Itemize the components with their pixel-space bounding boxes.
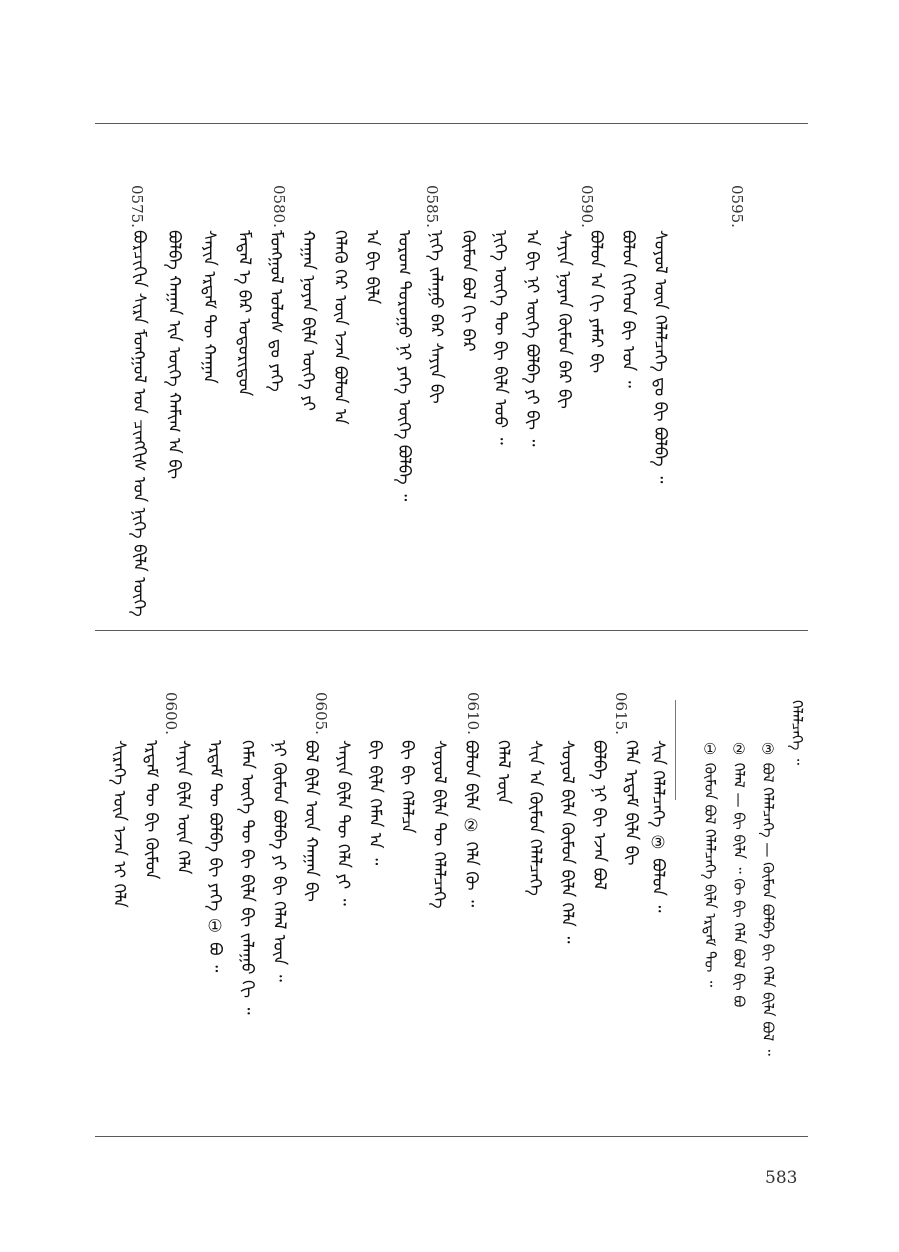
text-line: ᠰᠠᠶᠢᠨ ᠡᠷᠳᠡᠮ ᠲᠦ ᠬᠠᠭᠠᠨ — [199, 230, 219, 384]
line-number: 0600. — [162, 692, 180, 735]
text-line: ᠨᠢᠭᠡ ᠵᠠᠯᠠᠭᠤ ᠪᠠᠷ ᠰᠠᠶᠢᠨ ᠪᠢ — [426, 230, 446, 404]
text-line: ᠰᠠᠶᠢᠨ ᠪᠢᠯᠡ ᠦᠨ ᠬᠡᠯᠡ — [173, 740, 193, 875]
line-number: 0610. — [464, 692, 482, 735]
line-number: 0575. — [128, 185, 146, 228]
text-line: ᠰᠠᠶᠢᠨ ᠪᠢᠯᠡ ᠲᠦ ᠬᠡᠯᠡ ᠶᠢ ᠃ — [333, 740, 353, 906]
text-line: ᠪᠢ ᠪᠢᠯᠡ ᠬᠡᠮᠡᠨ ᠠ ᠃ — [365, 740, 385, 866]
text-line: ᠬᠡᠯᠡ ᠡᠷᠳᠡᠮ ᠪᠢᠯᠡ ᠪᠢ — [621, 740, 641, 866]
text-line: ᠪᠣᠷᠴᠢᠭᠢᠨ ᠰᠢᠷᠠ ᠮᠣᠩᠭᠣᠯ ᠤᠨ ᠴᠢᠩᠭᠢᠰ ᠣᠨ ᠨᠢᠭᠡ ᠪᠢᠯᠡ ᠦᠭᠡ — [129, 230, 149, 617]
text-line: ᠬᠡᠮᠡᠨ ᠦᠭᠡ ᠲᠦ ᠪᠢ ᠪᠢᠯᠡ ᠪᠢ ᠵᠠᠯᠠᠭᠤ ᠬᠢ ᠃ — [237, 740, 257, 1015]
text-line: ᠡᠷᠳᠡᠮ ᠲᠦ ᠪᠣᠯᠪᠠ ᠪᠢ ᠶᠡᠬᠡ ① ᠪᠣ ᠃ — [205, 740, 225, 973]
text-line: ᠨᠢ ᠬᠦᠮᠦᠨ ᠪᠣᠯᠪᠠ ᠶᠢ ᠪᠢ ᠬᠡᠯᠡᠯ ᠦᠨ ᠃ — [269, 740, 289, 982]
footnote-rule — [675, 700, 676, 800]
line-number: 0605. — [312, 692, 330, 735]
footnote: ③ ᠪᠣᠯ ᠬᠡᠯᠡᠯᠴᠡᠭᠡ — ᠬᠦᠮᠦᠨ ᠪᠣᠯᠪᠠ ᠪᠢ ᠬᠡᠯᠡ ᠪᠢᠯᠡ ᠪᠣᠯ ᠃ — [759, 740, 777, 1056]
middle-rule — [95, 630, 808, 631]
line-number: 0615. — [612, 692, 630, 735]
text-line: ᠨᠢᠭᠡ ᠦᠭᠡ ᠲᠦ ᠪᠢ ᠪᠢᠯᠡ ᠣᠣ ᠃ — [490, 230, 510, 445]
text-line: ᠪᠣᠯᠪᠠ ᠬᠠᠭᠠᠨ ᠢᠨ ᠦᠭᠡ ᠬᠠᠮᠢᠭ ᠠ ᠪᠢ — [164, 230, 184, 480]
text-line: ᠰᠠᠶᠢᠨ ᠨᠣᠶᠠᠨ ᠬᠦᠮᠦᠨ ᠪᠠᠷ ᠪᠢ — [554, 230, 574, 409]
text-line: ᠪᠣᠯᠤᠨ ᠬᠢᠭᠡᠳ ᠪᠢ ᠣᠨ ᠃ — [618, 230, 638, 388]
text-line: ᠰᠣᠶᠣᠯ ᠪᠢᠯᠡ ᠲᠦ ᠬᠡᠯᠡᠯᠴᠡᠭᠡ — [429, 740, 449, 909]
text-line: ᠬᠡᠯᠡᠬᠦ ᠭᠡᠷ ᠦᠨ ᠡᠵᠡᠨ ᠪᠣᠯᠤᠨ ᠠ — [330, 230, 350, 425]
text-line: ᠪᠣᠯᠣᠨ ᠠ ᠬᠢ ᠶᠠᠮᠠᠷ ᠪᠢ — [586, 230, 606, 374]
text-line: ᠪᠣᠯᠤᠨ ᠪᠢᠯᠡ ② ᠬᠡᠯᠡ ᠬᠦ ᠃ — [461, 740, 481, 908]
text-line: ᠠ ᠪᠢ ᠪᠢᠯᠡ — [362, 230, 382, 305]
top-rule — [95, 123, 808, 124]
text-line: ᠰᠣᠶᠣᠯ ᠪᠢᠯᠡ ᠬᠦᠮᠦᠨ ᠪᠢᠯᠡ ᠬᠡᠯᠡ ᠃ — [557, 740, 577, 944]
line-number: 0595. — [728, 185, 746, 228]
line-number: 0590. — [578, 185, 596, 228]
text-line: ᠤᠷᠤᠭ ᠲᠤᠷᠤᠭᠤ ᠨᠢ ᠶᠡᠬᠡ ᠦᠭᠡ ᠪᠣᠯᠪᠠ ᠃ — [394, 230, 414, 502]
text-line: ᠰᠢᠨ ᠠ ᠬᠦᠮᠦᠨ ᠬᠡᠯᠡᠯᠴᠡᠭᠡ — [525, 740, 545, 896]
footnote: ① ᠬᠦᠮᠦᠨ ᠪᠣᠯ ᠬᠡᠯᠡᠯᠴᠡᠭᠡ ᠪᠢᠯᠡ ᠡᠷᠳᠡᠮ ᠲᠦ ᠃ — [701, 740, 719, 987]
text-line: ᠰᠢᠷᠡᠭᠡ ᠦᠨ ᠡᠵᠡᠨ ᠢ ᠬᠡᠯᠡ — [109, 740, 129, 908]
line-number: 0585. — [423, 185, 441, 228]
text-line: ᠬᠡᠯᠡᠯ ᠦᠨ — [493, 740, 513, 805]
text-line: ᠪᠣᠯ ᠪᠢᠯᠡ ᠦᠨ ᠬᠠᠭᠠᠨ ᠪᠢ — [301, 740, 321, 902]
text-line: ᠰᠣᠶᠣᠯ ᠦᠨ ᠬᠡᠯᠡᠯᠴᠡᠭᠡ ᠳᠤ ᠪᠢ ᠪᠣᠯᠪᠠ ᠃ — [650, 230, 670, 484]
text-line: ᠰᠢᠨ ᠬᠡᠯᠡᠯᠴᠡᠭᠡ ③ ᠪᠣᠯᠤᠨ ᠃ — [648, 740, 668, 913]
text-line: ᠡᠷᠳᠡᠮ ᠲᠦ ᠪᠢ ᠬᠦᠮᠦᠨ — [141, 740, 161, 880]
text-line: ᠬᠦᠮᠦᠨ ᠪᠣᠯ ᠬᠢ ᠪᠡᠷ — [458, 230, 478, 352]
text-line: ᠮᠡᠳᠡᠯ ᠡ ᠪᠠᠷ ᠤᠳᠤᠷᠢᠳᠤᠨ — [234, 230, 254, 397]
line-number: 0580. — [270, 185, 288, 228]
text-line: ᠮᠣᠩᠭᠣᠯ ᠤᠯᠤᠰ ᠳᠤ ᠶᠡᠬᠡ — [266, 230, 286, 392]
footnote: ᠬᠡᠯᠡᠯᠴᠡᠭᠡ ᠃ — [788, 700, 806, 765]
bottom-rule — [95, 1136, 808, 1137]
text-line: ᠬᠠᠭᠠᠨ ᠨᠣᠶᠠᠨ ᠪᠢᠯᠡ ᠦᠭᠡ ᠶᠢ — [298, 230, 318, 411]
text-line: ᠪᠣᠯᠪᠠ ᠨᠢ ᠪᠢ ᠡᠵᠡᠨ ᠪᠣᠯ — [589, 740, 609, 890]
footnote: ② ᠬᠡᠯᠡᠯ — ᠪᠢ ᠪᠢᠯᠡ ᠃ ᠬᠦ ᠪᠢ ᠬᠡᠯᠡ ᠪᠣᠯ ᠪᠢ ᠪᠣ — [730, 740, 748, 1008]
page-number: 583 — [765, 1168, 798, 1188]
text-line: ᠪᠢ ᠪᠢ ᠬᠡᠯᠡᠯᠴᠡ — [397, 740, 417, 834]
text-line: ᠠ ᠪᠢ ᠨᠢ ᠦᠭᠡ ᠪᠣᠯᠪᠠ ᠶᠢ ᠪᠢ ᠃ — [522, 230, 542, 447]
